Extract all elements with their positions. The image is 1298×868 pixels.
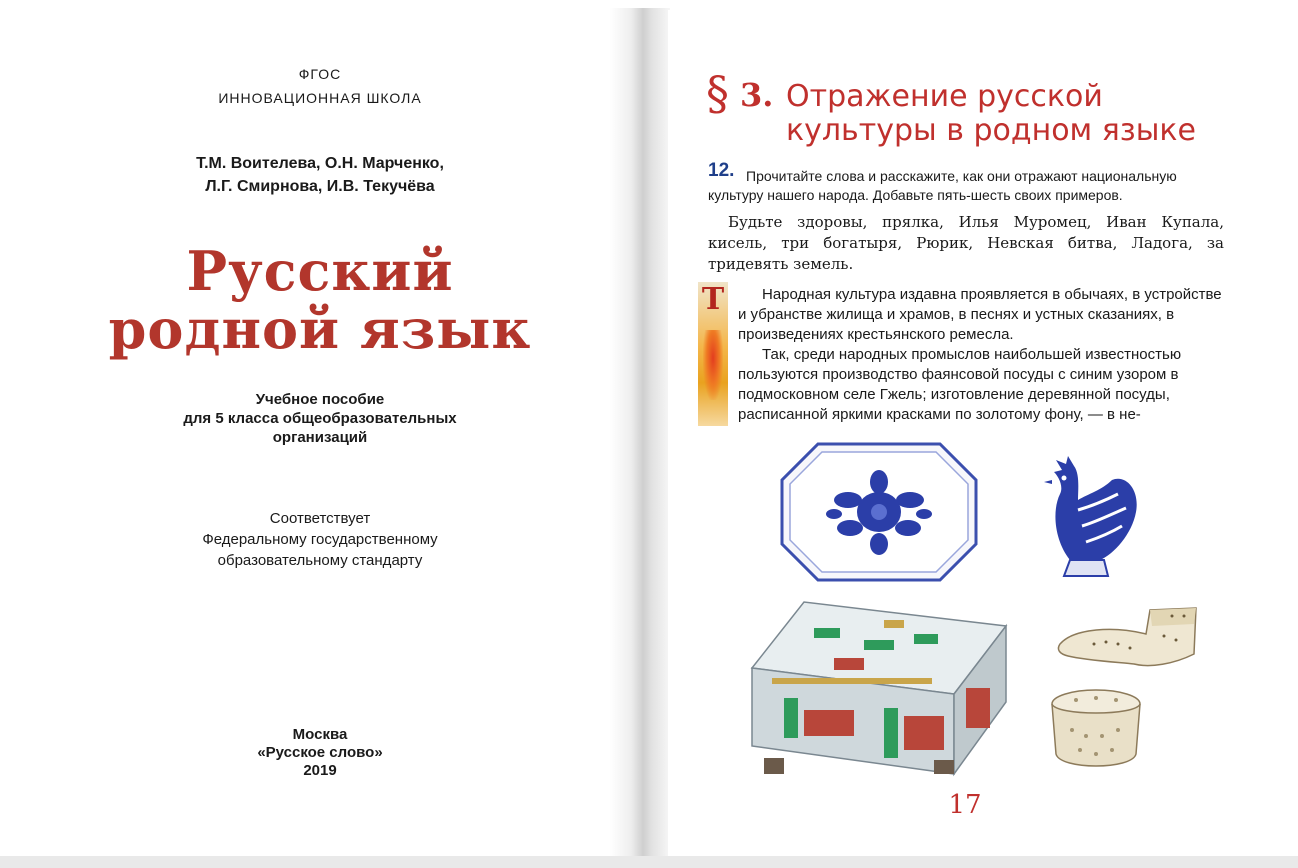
imprint-publisher: «Русское слово» — [257, 744, 383, 761]
subtitle-line-3: организаций — [272, 429, 368, 446]
exercise-number: 12. — [708, 160, 735, 181]
book-title-line-1: Русский — [186, 239, 454, 303]
section-title-line-1: Отражение русской — [786, 79, 1103, 114]
authors-line-1: Т.М. Воителева, О.Н. Марченко, — [196, 155, 444, 172]
section-number: 3. — [740, 76, 774, 114]
gzhel-rooster-image — [1034, 450, 1144, 580]
standard-note — [0, 508, 640, 571]
painted-casket-image — [744, 598, 1014, 778]
exercise-word-list: Будьте здоровы, прялка, Илья Муромец, Иван Купала, кисель, три богатыря, Рюрик, Невская битва, Ладога, за тридевять земель. — [708, 213, 1224, 273]
firebird-ornament-icon — [703, 330, 723, 400]
imprint-city: Москва — [292, 726, 348, 743]
section-title-line-2: культуры в родном языке — [786, 113, 1196, 148]
imprint-year: 2019 — [303, 762, 337, 779]
bottom-edge — [0, 856, 1298, 868]
standard-line-2: Федеральному государственному — [202, 531, 438, 548]
standard-line-1: Соответствует — [269, 510, 371, 527]
standard-line-3: образовательному стандарту — [217, 552, 423, 569]
paragraph-2: Так, среди народных промыслов наибольшей известностью пользуются производство фаянсовой посуды с синим узором в подмосковном селе Гжель; изготовление деревянной посуды, расписанной яркими красками по золотому фону, — в не- — [738, 346, 1182, 423]
page-number: 17 — [948, 790, 982, 820]
carved-bone-slipper-image — [1054, 604, 1200, 676]
section-title — [786, 80, 1266, 148]
book-subtitle — [0, 390, 640, 447]
series-name: ИННОВАЦИОННАЯ ШКОЛА — [218, 90, 422, 106]
series-label: ФГОС — [298, 66, 342, 82]
paragraph-1: Народная культура издавна проявляется в обычаях, в устройстве и убранстве жилища и храмов, в песнях и устных сказаниях, в произведениях крестьянского ремесла. — [738, 286, 1222, 343]
subtitle-line-2: для 5 класса общеобразовательных — [183, 410, 457, 427]
book-title-line-2: родной язык — [108, 297, 532, 361]
authors — [0, 152, 640, 198]
section-symbol: § — [706, 66, 729, 120]
gzhel-tray-image — [778, 440, 980, 584]
authors-line-2: Л.Г. Смирнова, И.В. Текучёва — [205, 178, 435, 195]
imprint — [0, 726, 640, 780]
carved-bone-box-image — [1046, 684, 1146, 776]
exercise-instruction: Прочитайте слова и расскажите, как они отражают национальную культуру нашего народа. Добавьте пять-шесть своих примеров. — [708, 168, 1177, 203]
subtitle-line-1: Учебное пособие — [255, 391, 385, 408]
dropcap-letter: Т — [701, 282, 725, 317]
book-title — [0, 239, 640, 361]
